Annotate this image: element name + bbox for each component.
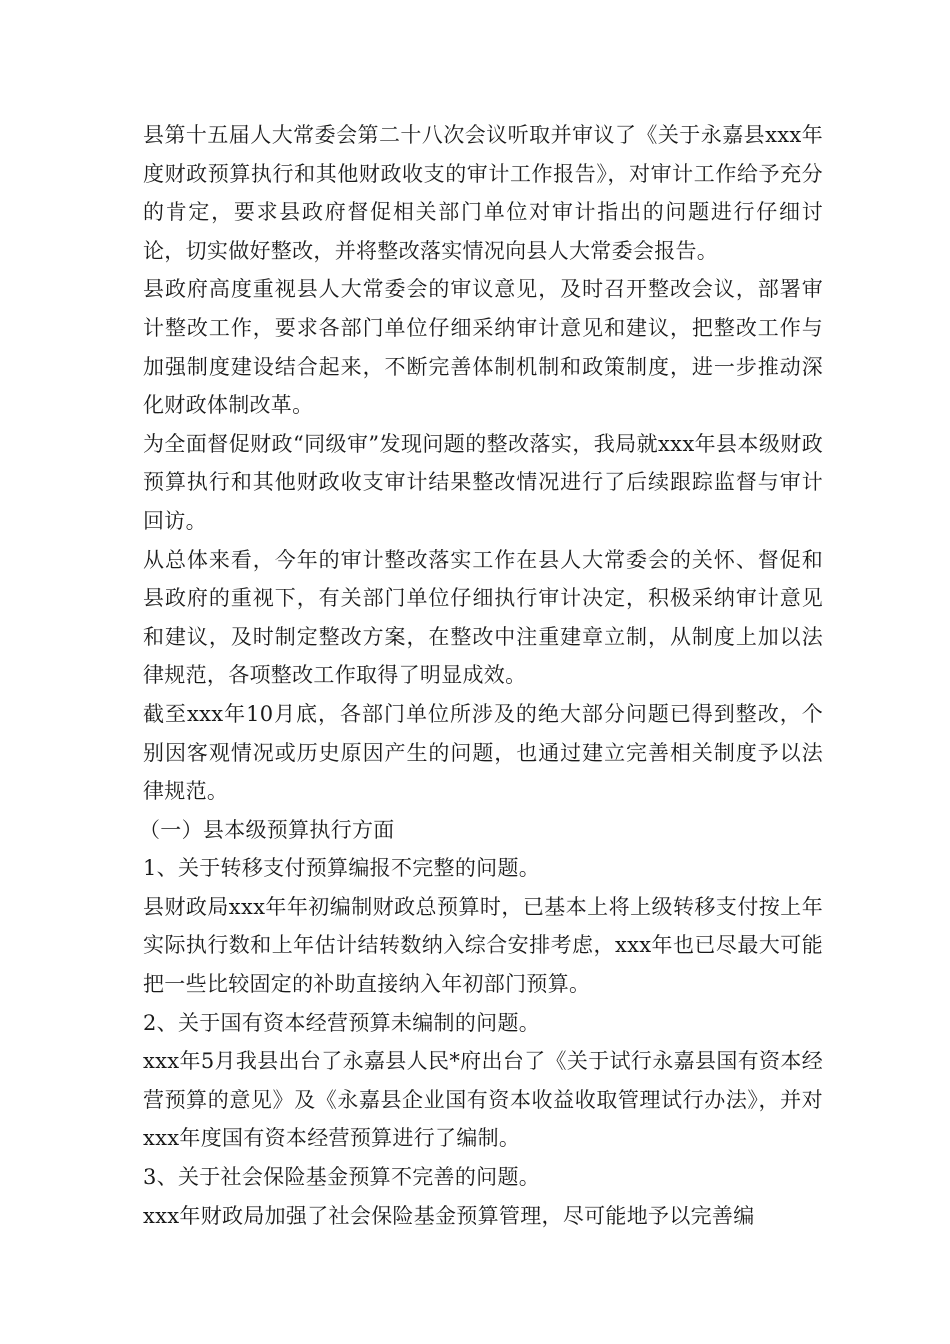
item-title: 3、关于社会保险基金预算不完善的问题。 (143, 1165, 541, 1190)
paragraph-follow-up-audit: 为全面督促财政“同级审”发现问题的整改落实，我局就xxx年县本级财政预算执行和其他财政收支审计结果整改情况进行了后续跟踪监督与审计回访。 (143, 431, 823, 533)
paragraph-overall-assessment: 从总体来看，今年的审计整改落实工作在县人大常委会的关怀、督促和县政府的重视下，有关部门单位仔细执行审计决定，积极采纳审计意见和建议，及时制定整改方案，在整改中注重建章立制，从制度上加以法律规范，各项整改工作取得了明显成效。 (143, 547, 823, 688)
item-body: xxx年财政局加强了社会保险基金预算管理，尽可能地予以完善编 (143, 1203, 755, 1228)
item-title: 1、关于转移支付预算编报不完整的问题。 (143, 856, 541, 881)
item-title: 2、关于国有资本经营预算未编制的问题。 (143, 1010, 541, 1035)
paragraph-hearing: 县第十五届人大常委会第二十八次会议听取并审议了《关于永嘉县xxx年度财政预算执行和其他财政收支的审计工作报告》，对审计工作给予充分的肯定，要求县政府督促相关部门单位对审计指出的问题进行仔细讨论，切实做好整改，并将整改落实情况向县人大常委会报告。 (143, 123, 823, 263)
item-body: xxx年5月我县出台了永嘉县人民*府出台了《关于试行永嘉县国有资本经营预算的意见》及《永嘉县企业国有资本收益收取管理试行办法》，并对xxx年度国有资本经营预算进行了编制。 (143, 1049, 823, 1151)
paragraph-government-response: 县政府高度重视县人大常委会的审议意见，及时召开整改会议，部署审计整改工作，要求各部门单位仔细采纳审计意见和建议，把整改工作与加强制度建设结合起来，不断完善体制机制和政策制度，进一步推动深化财政体制改革。 (143, 277, 823, 418)
document-body (139, 116, 823, 1235)
item-body: 县财政局xxx年年初编制财政总预算时，已基本上将上级转移支付按上年实际执行数和上年估计结转数纳入综合安排考虑，xxx年也已尽最大可能把一些比较固定的补助直接纳入年初部门预算。 (143, 894, 823, 997)
section-heading: （一）县本级预算执行方面 (139, 817, 395, 842)
paragraph-rectification-status: 截至xxx年10月底，各部门单位所涉及的绝大部分问题已得到整改，个别因客观情况或历史原因产生的问题，也通过建立完善相关制度予以法律规范。 (143, 701, 823, 804)
